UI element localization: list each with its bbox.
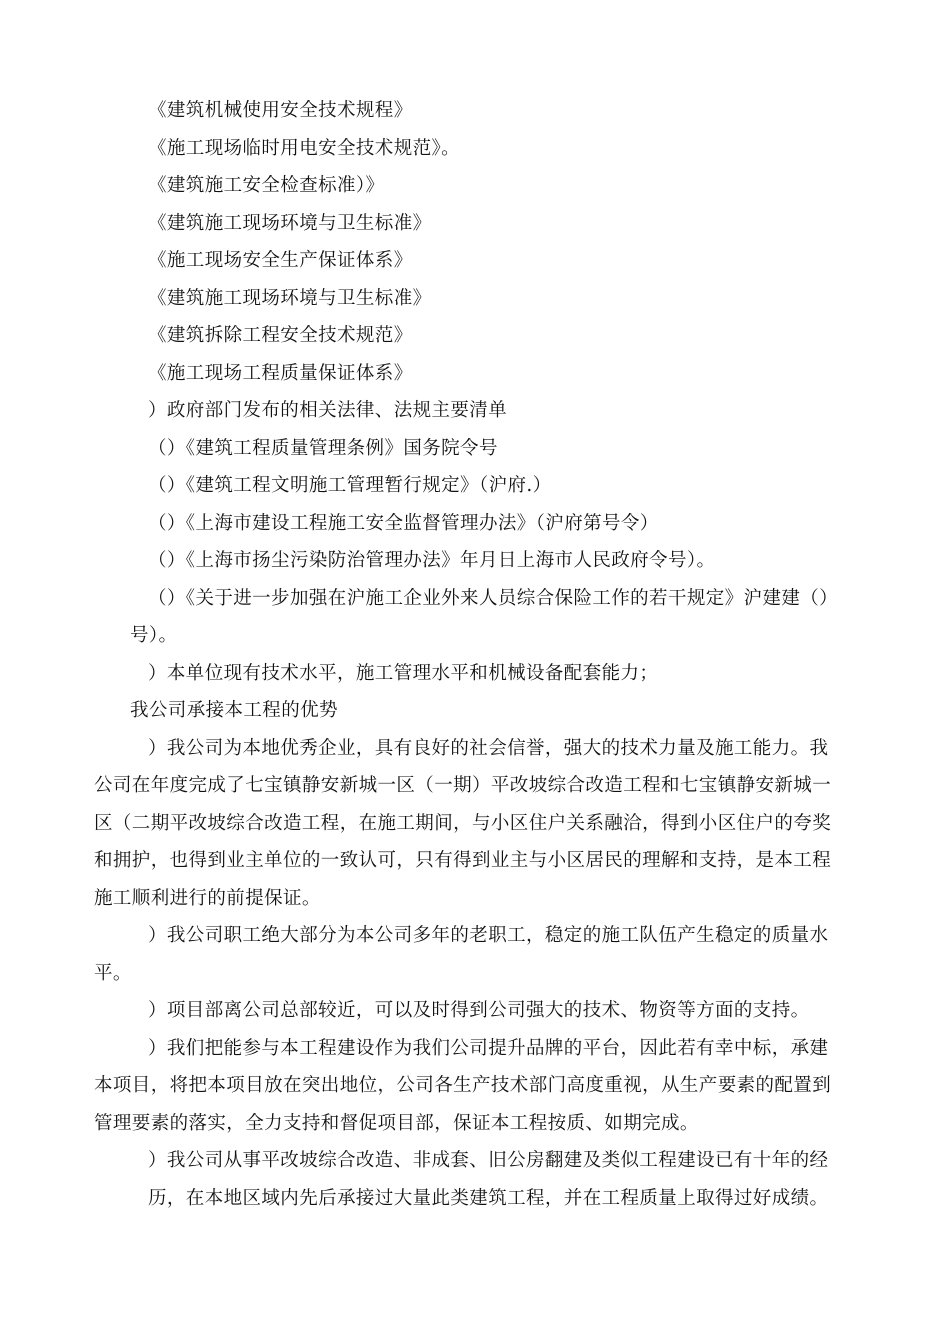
paragraph-line: 管理要素的落实，全力支持和督促项目部，保证本工程按质、如期完成。 [94, 1113, 699, 1134]
law-item: （）《建筑工程文明施工管理暂行规定》（沪府.） [148, 475, 552, 496]
paragraph-line: ）我公司从事平改坡综合改造、非成套、旧公房翻建及类似工程建设已有十年的经 [148, 1150, 829, 1171]
paragraph-line: ）我们把能参与本工程建设作为我们公司提升品牌的平台，因此若有幸中标，承建 [148, 1038, 829, 1059]
paragraph-line: 施工顺利进行的前提保证。 [94, 888, 321, 909]
law-item-continuation: 号）。 [130, 625, 178, 646]
paragraph-line: 平。 [94, 963, 132, 984]
capability-line: ）本单位现有技术水平，施工管理水平和机械设备配套能力； [148, 663, 659, 684]
standard-item: 《建筑施工现场环境与卫生标准》 [148, 213, 432, 234]
law-item: （）《关于进一步加强在沪施工企业外来人员综合保险工作的若干规定》沪建建（） [148, 588, 839, 609]
standard-item: 《建筑施工现场环境与卫生标准》 [148, 288, 432, 309]
law-item: （）《建筑工程质量管理条例》国务院令号 [148, 438, 498, 459]
paragraph-line: 和拥护，也得到业主单位的一致认可，只有得到业主与小区居民的理解和支持，是本工程 [94, 850, 832, 871]
paragraph-line: 公司在年度完成了七宝镇静安新城一区（一期）平改坡综合改造工程和七宝镇静安新城一 [94, 775, 832, 796]
standard-item: 《施工现场工程质量保证体系》 [148, 363, 413, 384]
standard-item: 《施工现场安全生产保证体系》 [148, 250, 413, 271]
paragraph-line: 区（二期平改坡综合改造工程，在施工期间，与小区住户关系融洽，得到小区住户的夸奖 [94, 813, 832, 834]
standard-item: 《建筑机械使用安全技术规程》 [148, 100, 413, 121]
standard-item: 《建筑施工安全检查标准）》 [148, 175, 385, 196]
advantages-heading: 我公司承接本工程的优势 [130, 700, 338, 721]
paragraph-line: 本项目，将把本项目放在突出地位，公司各生产技术部门高度重视，从生产要素的配置到 [94, 1075, 832, 1096]
law-item: （）《上海市扬尘污染防治管理办法》年月日上海市人民政府令号）。 [148, 550, 716, 571]
laws-heading: ）政府部门发布的相关法律、法规主要清单 [148, 400, 508, 421]
standard-item: 《施工现场临时用电安全技术规范》。 [148, 138, 461, 159]
paragraph-line: 历，在本地区域内先后承接过大量此类建筑工程，并在工程质量上取得过好成绩。 [148, 1188, 829, 1209]
paragraph-line: ）我公司为本地优秀企业，具有良好的社会信誉，强大的技术力量及施工能力。我 [148, 738, 829, 759]
paragraph-line: ）项目部离公司总部较近，可以及时得到公司强大的技术、物资等方面的支持。 [148, 1000, 810, 1021]
law-item: （）《上海市建设工程施工安全监督管理办法》（沪府第号令） [148, 513, 659, 534]
paragraph-line: ）我公司职工绝大部分为本公司多年的老职工，稳定的施工队伍产生稳定的质量水 [148, 925, 829, 946]
standard-item: 《建筑拆除工程安全技术规范》 [148, 325, 413, 346]
